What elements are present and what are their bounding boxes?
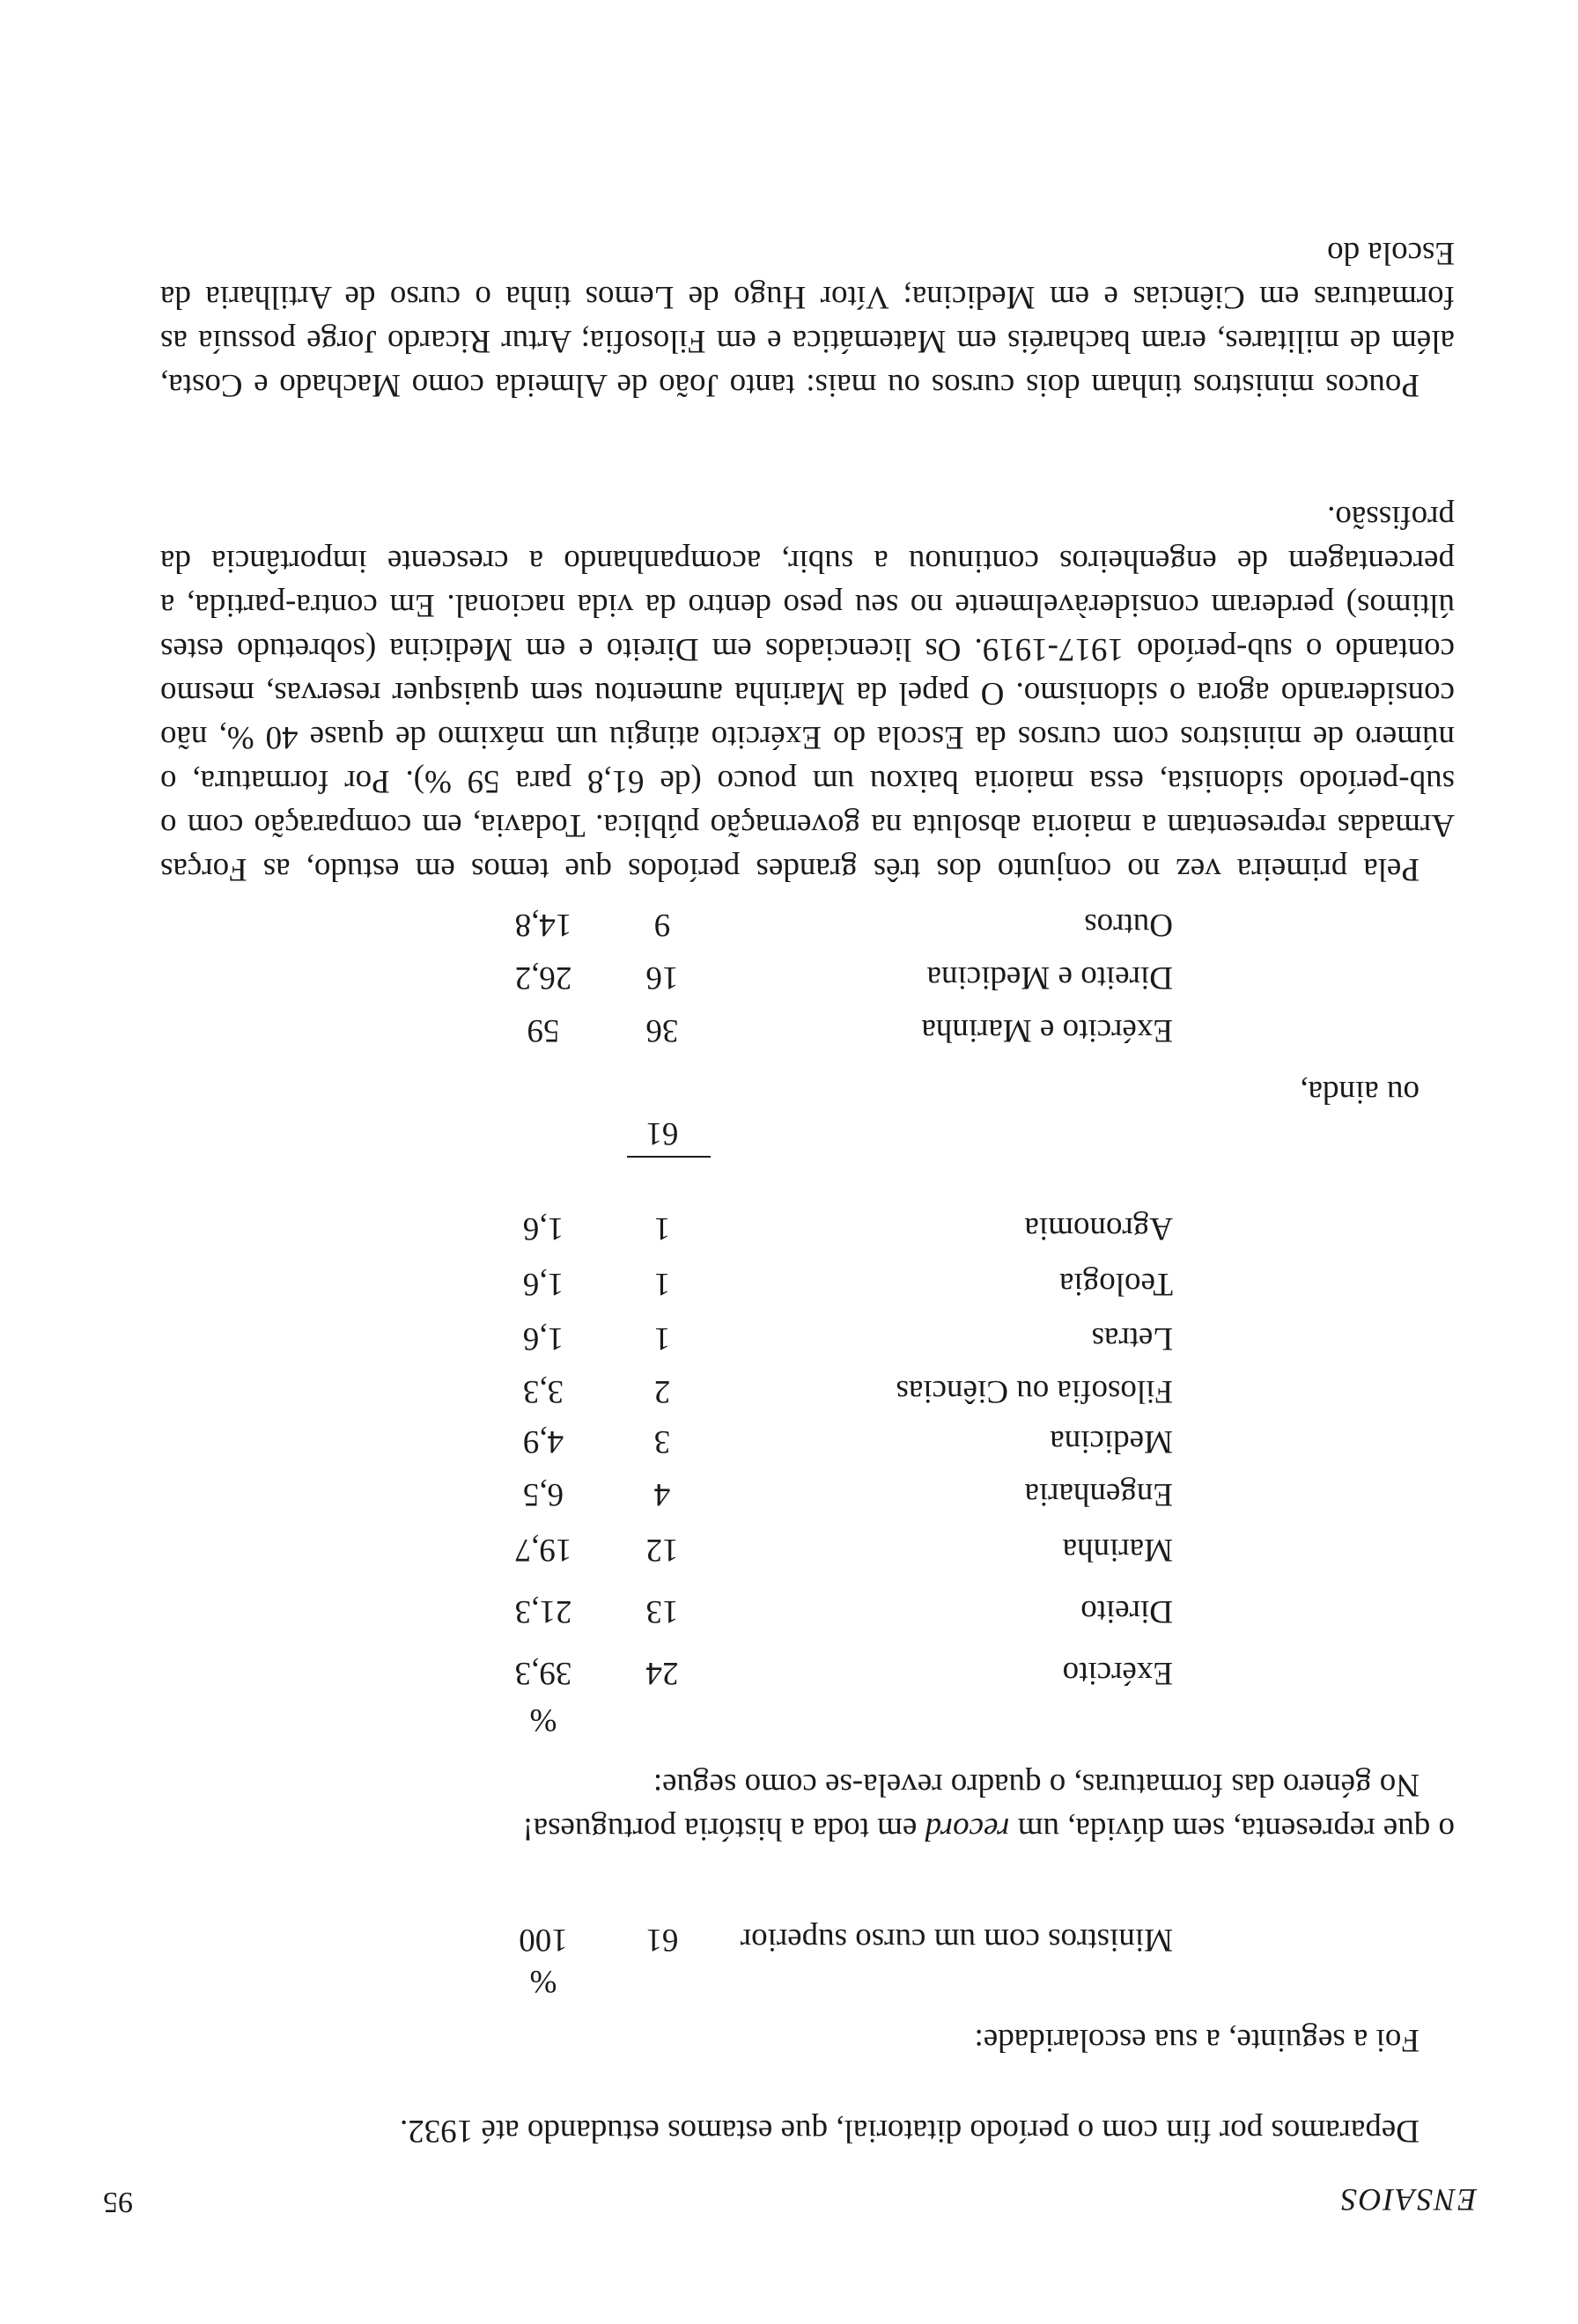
- table2-row-label: Medicina: [1050, 1423, 1173, 1460]
- table2-row-label: Filosofia ou Ciências: [896, 1373, 1173, 1409]
- table2-row-count: 2: [653, 1373, 671, 1409]
- table3-row-label: Outros: [1084, 907, 1173, 943]
- table2-row: [0, 1316, 1578, 1360]
- table1-row-label: Ministros com um curso superior: [740, 1922, 1173, 1958]
- table2-row-percent: 19,7: [514, 1532, 572, 1568]
- table2-row: [0, 1369, 1578, 1413]
- table2-row-count: 4: [653, 1476, 671, 1512]
- table2-row: [0, 1206, 1578, 1250]
- table3-row-percent: 14,8: [514, 907, 572, 943]
- table2-row-label: Marinha: [1062, 1532, 1173, 1568]
- table2-row-count: 13: [645, 1593, 679, 1629]
- table1-row-percent: 100: [519, 1922, 568, 1958]
- table3-row-count: 16: [645, 960, 679, 996]
- table2-row-percent: 3,3: [522, 1373, 564, 1409]
- table1-percent-header: %: [529, 1963, 557, 1999]
- table2-row: [0, 1472, 1578, 1516]
- table2-row-percent: 4,9: [522, 1423, 564, 1460]
- gender-line: No género das formaturas, o quadro revela-se como segue:: [653, 1767, 1419, 1803]
- total-rule: [627, 1156, 711, 1158]
- table2-percent-header: %: [529, 1702, 557, 1738]
- table2-row-label: Letras: [1091, 1320, 1173, 1357]
- table2-row-label: Agronomia: [1024, 1210, 1173, 1247]
- table2-row-label: Engenharia: [1024, 1476, 1173, 1512]
- schooling-line: Foi a seguinte, a sua escolaridade:: [974, 2022, 1419, 2058]
- record-after: em toda a história portuguesa!: [522, 1811, 925, 1847]
- table3-row-label: Direito e Medicina: [926, 960, 1173, 996]
- table2-row-count: 1: [653, 1320, 671, 1357]
- table2-row-percent: 21,3: [514, 1593, 572, 1629]
- table3-row-label: Exército e Marinha: [921, 1012, 1173, 1048]
- table2-total: 61: [645, 1115, 679, 1151]
- table3-row-percent: 59: [527, 1012, 560, 1048]
- table2-row-label: Direito: [1080, 1593, 1173, 1629]
- table3-row-percent: 26,2: [514, 960, 572, 996]
- table2-row-count: 12: [645, 1532, 679, 1568]
- table2-row-percent: 6,5: [522, 1476, 564, 1512]
- table2-row-percent: 39,3: [514, 1655, 572, 1691]
- table2-row-label: Teologia: [1059, 1266, 1173, 1302]
- table1-row: [0, 1917, 1578, 1961]
- table2-row: [0, 1527, 1578, 1571]
- running-header: [103, 2174, 1477, 2218]
- table2-row-count: 1: [653, 1210, 671, 1247]
- or-still-line: ou ainda,: [1300, 1074, 1419, 1110]
- table2-row-percent: 1,6: [522, 1320, 564, 1357]
- table2-row-percent: 1,6: [522, 1266, 564, 1302]
- record-emphasis: record: [925, 1811, 1010, 1847]
- table2-row-percent: 1,6: [522, 1210, 564, 1247]
- table2-row-count: 1: [653, 1266, 671, 1302]
- page-number: 95: [103, 2186, 133, 2218]
- table2-row: [0, 1419, 1578, 1463]
- table1-row-count: 61: [645, 1922, 679, 1958]
- table3-row-count: 9: [653, 907, 671, 943]
- table2-row: [0, 1651, 1578, 1695]
- table2-row-count: 24: [645, 1655, 679, 1691]
- table3-row: [0, 955, 1578, 999]
- record-before: o que representa, sem dúvida, um: [1009, 1811, 1455, 1847]
- table2-row-label: Exército: [1062, 1655, 1173, 1691]
- table2-row: [0, 1589, 1578, 1633]
- journal-title: ENSAIOS: [1339, 2182, 1477, 2217]
- body-paragraph-2: Poucos ministros tinham dois cursos ou mais: tanto João de Almeida como Machado e Costa, além de militares, eram bacharéis em Matemática e em Filosofia; Artur Ricardo Jorge possuía as formaturas em Ciências e em Medicina; Vítor Hugo de Lemos tinha o curso de Artilharia da Escola do: [160, 235, 1455, 403]
- body-paragraph-1: Pela primeira vez no conjunto dos três grandes períodos que temos em estudo, as Forças Armadas representam a maioria absoluta na governação pública. Todavia, em comparação com o sub-período sidonista, essa maioria baixou um pouco (de 61,8 para 59 %). Por formatura, o número de ministros com cursos da Escola do Exército atingiu um máximo de quase 40 %, não considerando agora o sidonismo. O papel da Marinha aumentou sem quaisquer reservas, mesmo contando o sub-período 1917-1919. Os licenciados em Direito e em Medicina (sobretudo estes últimos) perderam consideràvelmente no seu peso dentro da vida nacional. Em contra-partida, a percentagem de engenheiros continuou a subir, acompanhando a crescente importância da profissão.: [160, 499, 1455, 887]
- table2-row-count: 3: [653, 1423, 671, 1460]
- intro-paragraph: Deparamos por fim com o período ditatorial, que estamos estudando até 1932.: [399, 2113, 1419, 2149]
- record-sentence: [522, 1806, 1455, 1850]
- table3-row: [0, 902, 1578, 946]
- table3-row-count: 36: [645, 1012, 679, 1048]
- table3-row: [0, 1008, 1578, 1052]
- table2-row: [0, 1261, 1578, 1305]
